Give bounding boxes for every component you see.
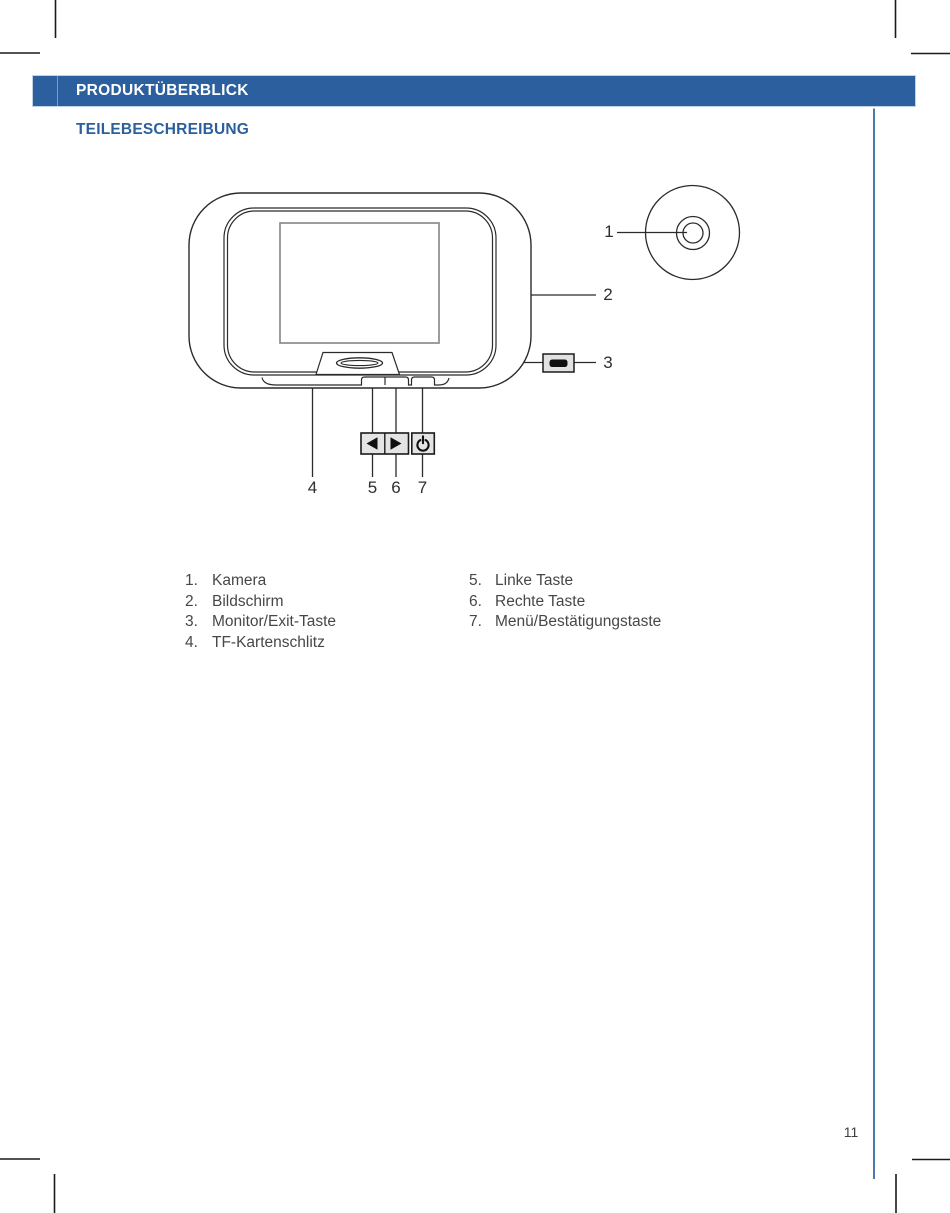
list-item-number: 6. [469,592,482,610]
menu-confirm-button [412,433,435,454]
callout-label-1: 1 [604,221,614,241]
list-item-number: 4. [185,634,198,652]
list-item [185,612,336,633]
list-item-label: Menü/Bestätigungstaste [495,613,662,631]
section-title: TEILEBESCHREIBUNG [76,121,250,138]
arrow-buttons [361,433,409,454]
page-title: PRODUKTÜBERBLICK [76,82,249,99]
callout-label-7: 7 [417,478,428,497]
list-item [469,612,661,633]
list-item-label: Rechte Taste [495,592,586,610]
list-item-number: 3. [185,613,198,631]
monitor-exit-key-icon [543,354,574,372]
list-item-label: Linke Taste [495,572,574,589]
list-item-label: Monitor/Exit-Taste [212,613,337,631]
list-item [185,592,336,613]
callout-label-2: 2 [603,284,613,304]
device-screen [280,223,439,343]
list-item [185,633,336,654]
device-front-view [189,193,531,388]
callout-label-5: 5 [367,478,378,497]
list-item-number: 5. [469,572,482,589]
monitor-exit-button-inner [341,360,378,365]
header-bar-divider [57,76,58,106]
list-item-label: Bildschirm [212,592,284,610]
list-item [469,571,661,592]
callout-label-6: 6 [391,478,401,497]
section-header-bar [32,75,916,107]
list-item-label: Kamera [212,572,267,589]
page-number: 11 [843,1124,859,1140]
list-item-label: TF-Kartenschlitz [212,634,325,652]
callout-label-4: 4 [307,478,318,497]
list-item [185,571,336,592]
callout-label-3: 3 [603,352,613,372]
list-item [469,592,661,613]
list-item-number: 7. [469,613,482,631]
list-item-number: 2. [185,592,198,610]
list-item-number: 1. [185,572,198,589]
parts-list-left [185,571,336,654]
parts-list-right [469,571,661,633]
